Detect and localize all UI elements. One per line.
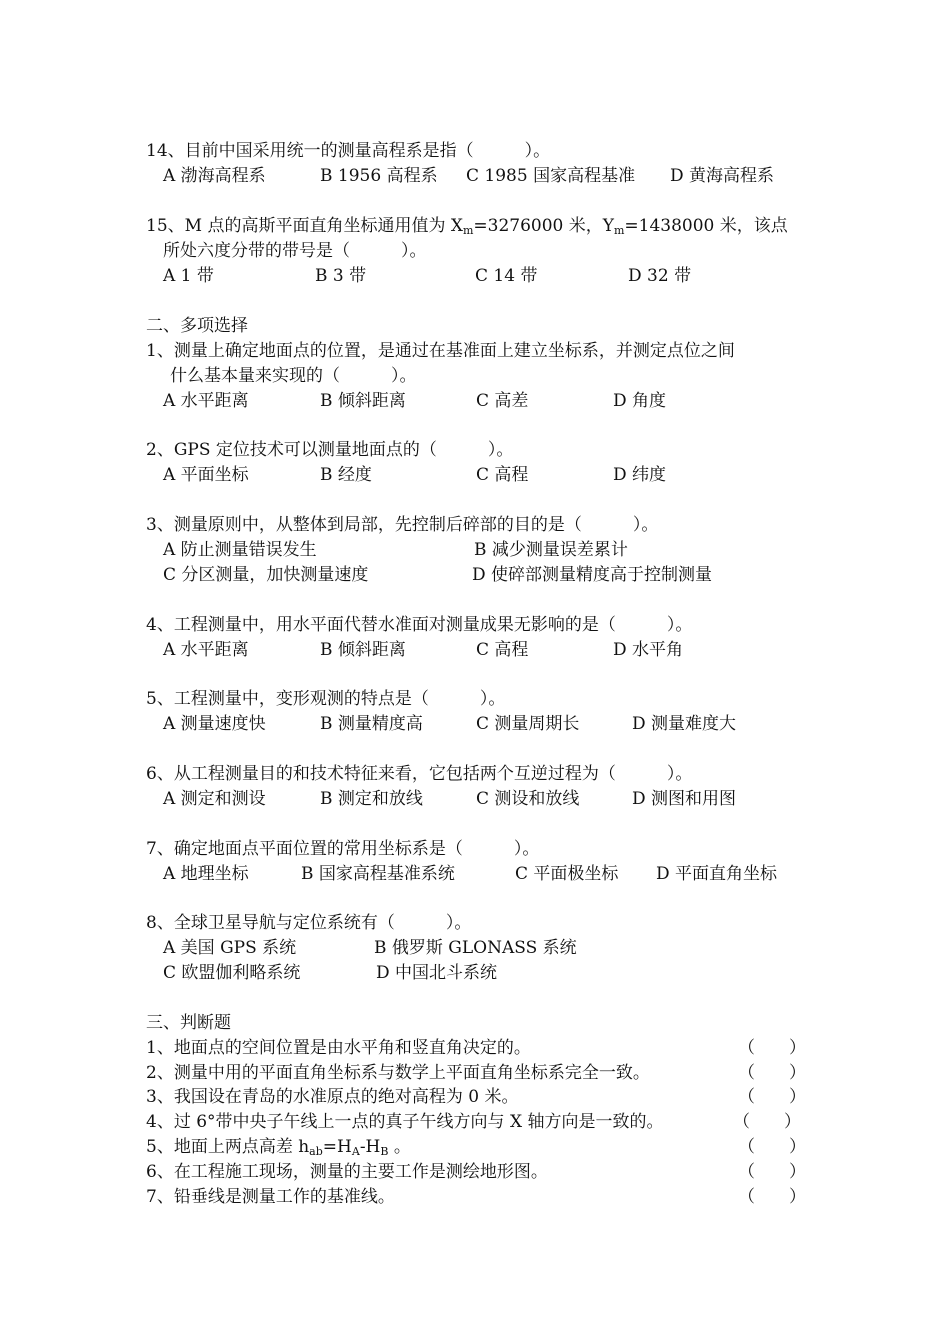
option-c: C 测量周期长 <box>476 714 580 734</box>
option-c: C 高程 <box>476 465 529 485</box>
option-b: B 俄罗斯 GLONASS 系统 <box>374 938 577 958</box>
option-a: A 测量速度快 <box>163 714 266 734</box>
option-b: B 3 带 <box>315 266 367 286</box>
option-d: D 平面直角坐标 <box>656 864 778 884</box>
option-d: D 角度 <box>613 391 667 411</box>
option-c: C 平面极坐标 <box>515 864 619 884</box>
option-c: C 高程 <box>476 640 529 660</box>
mc-question-7-stem: 7、确定地面点平面位置的常用坐标系是（ ）。 <box>146 839 540 859</box>
option-b: B 1956 高程系 <box>320 166 438 186</box>
option-c: C 分区测量，加快测量速度 <box>163 565 369 585</box>
option-a: A 美国 GPS 系统 <box>163 938 297 958</box>
option-b: B 测量精度高 <box>320 714 423 734</box>
option-a: A 平面坐标 <box>163 465 249 485</box>
option-b: B 国家高程基准系统 <box>301 864 455 884</box>
option-d: D 水平角 <box>613 640 684 660</box>
option-a: A 渤海高程系 <box>163 166 266 186</box>
option-b: B 测定和放线 <box>320 789 423 809</box>
option-b: B 减少测量误差累计 <box>474 540 628 560</box>
mc-question-2-stem: 2、GPS 定位技术可以测量地面点的（ ）。 <box>146 440 514 460</box>
option-a: A 地理坐标 <box>163 864 249 884</box>
tf-answer-blank-4: （ ） <box>733 1112 801 1132</box>
option-c: C 欧盟伽利略系统 <box>163 963 301 983</box>
tf-answer-blank-6: （ ） <box>738 1162 806 1182</box>
option-b: B 经度 <box>320 465 372 485</box>
option-c: C 14 带 <box>475 266 538 286</box>
tf-answer-blank-3: （ ） <box>738 1087 806 1107</box>
option-d: D 黄海高程系 <box>670 166 775 186</box>
option-a: A 水平距离 <box>163 640 249 660</box>
option-a: A 水平距离 <box>163 391 249 411</box>
tf-item-4: 4、过 6°带中央子午线上一点的真子午线方向与 X 轴方向是一致的。 <box>146 1112 664 1132</box>
tf-item-2: 2、测量中用的平面直角坐标系与数学上平面直角坐标系完全一致。 <box>146 1063 650 1083</box>
tf-answer-blank-5: （ ） <box>738 1137 806 1157</box>
tf-item-7: 7、铅垂线是测量工作的基准线。 <box>146 1187 395 1207</box>
mc-question-5-stem: 5、工程测量中，变形观测的特点是（ ）。 <box>146 689 506 709</box>
mc-question-6-stem: 6、从工程测量目的和技术特征来看，它包括两个互逆过程为（ ）。 <box>146 764 693 784</box>
option-d: D 使碎部测量精度高于控制测量 <box>472 565 713 585</box>
question-14-stem: 14、目前中国采用统一的测量高程系是指（ ）。 <box>146 141 551 161</box>
option-c: C 测设和放线 <box>476 789 580 809</box>
section-heading-multiple-choice: 二、多项选择 <box>146 316 248 336</box>
mc-question-1-stem-line2: 什么基本量来实现的（ ）。 <box>170 366 417 386</box>
tf-item-5: 5、地面上两点高差 $h_{ab}=H_A-H_B$ 。 <box>146 1137 411 1158</box>
tf-item-3: 3、我国设在青岛的水准原点的绝对高程为 0 米。 <box>146 1087 519 1107</box>
mc-question-4-stem: 4、工程测量中，用水平面代替水准面对测量成果无影响的是（ ）。 <box>146 615 693 635</box>
option-b: B 倾斜距离 <box>320 640 406 660</box>
option-a: A 测定和测设 <box>163 789 266 809</box>
section-heading-true-false: 三、判断题 <box>146 1013 231 1033</box>
mc-question-8-stem: 8、全球卫星导航与定位系统有（ ）。 <box>146 913 472 933</box>
option-b: B 倾斜距离 <box>320 391 406 411</box>
option-d: D 测量难度大 <box>632 714 737 734</box>
tf-answer-blank-7: （ ） <box>738 1187 806 1207</box>
option-d: D 32 带 <box>628 266 692 286</box>
tf-answer-blank-2: （ ） <box>738 1063 806 1083</box>
mc-question-3-stem: 3、测量原则中，从整体到局部，先控制后碎部的目的是（ ）。 <box>146 515 659 535</box>
option-a: A 防止测量错误发生 <box>163 540 317 560</box>
question-15-stem-line2: 所处六度分带的带号是（ ）。 <box>163 241 427 261</box>
tf-item-6: 6、在工程施工现场，测量的主要工作是测绘地形图。 <box>146 1162 548 1182</box>
option-a: A 1 带 <box>163 266 214 286</box>
tf-answer-blank-1: （ ） <box>738 1038 806 1058</box>
option-d: D 纬度 <box>613 465 667 485</box>
option-d: D 中国北斗系统 <box>376 963 498 983</box>
question-15-stem: 15、M 点的高斯平面直角坐标通用值为 $X_m=3276000$ 米，$Y_m=1438000$ 米，该点 <box>146 216 788 237</box>
option-c: C 1985 国家高程基准 <box>466 166 636 186</box>
option-d: D 测图和用图 <box>632 789 737 809</box>
mc-question-1-stem: 1、测量上确定地面点的位置，是通过在基准面上建立坐标系，并测定点位之间 <box>146 341 735 361</box>
option-c: C 高差 <box>476 391 529 411</box>
tf-item-1: 1、地面点的空间位置是由水平角和竖直角决定的。 <box>146 1038 531 1058</box>
